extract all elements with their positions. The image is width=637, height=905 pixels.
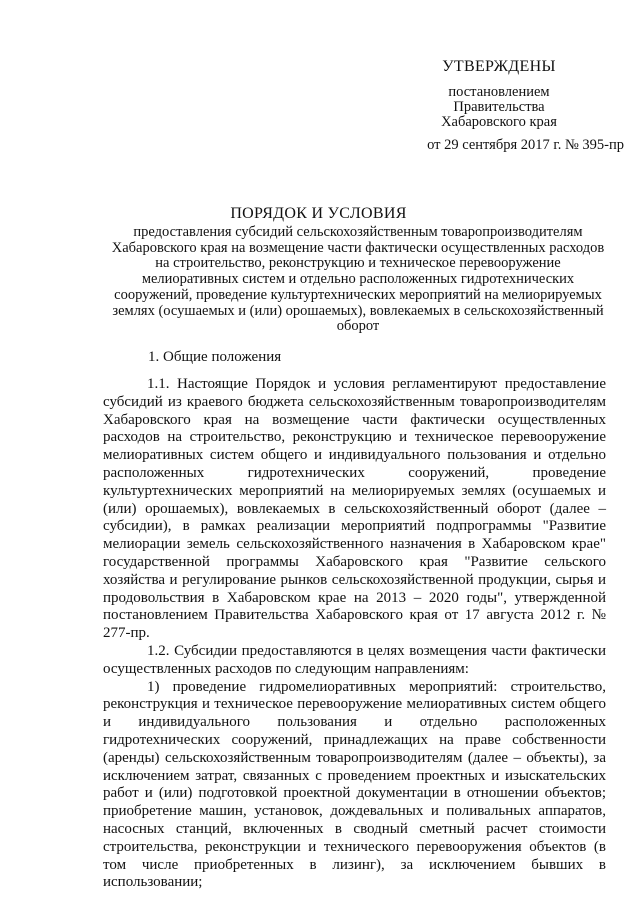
approval-line-2: Правительства (453, 99, 545, 115)
paragraph-1-1: 1.1. Настоящие Порядок и условия регламентируют предоставление субсидий из краевого бюджета сельскохозяйственным товаропроизводителям Хабаровского края на возмещение части фактически осуществленных расходов на строительство, реконструкцию и техническое перевооружение мелиоративных систем общего и индивидуального пользования и отдельно расположенных гидротехнических сооружений, проведение культуртехнических мероприятий на мелиорируемых землях (осушаемых и (или) орошаемых), вовлекаемых в сельскохозяйственный оборот (далее – субсидии), в рамках реализации мероприятий подпрограммы "Развитие мелиорации земель сельскохозяйственного назначения в Хабаровском крае" государственной программы Хабаровского края "Развитие сельского хозяйства и регулирование рынков сельскохозяйственной продукции, сырья и продовольствия в Хабаровском крае на 2013 – 2020 годы", утвержденной постановлением Правительства Хабаровского края от 17 августа 2012 г. № 277-пр. (103, 376, 606, 642)
approval-stamp (384, 58, 624, 153)
section-heading: 1. Общие положения (148, 349, 282, 365)
approval-line-3: Хабаровского края (441, 114, 557, 130)
document-subtitle: предоставления субсидий сельскохозяйственным товаропроизводителям Хабаровского края на возмещение части фактически осуществленных расходов на строительство, реконструкцию и техническое перевооружение мелиоративных систем и отдельно расположенных гидротехнических сооружений, проведение культуртехнических мероприятий на мелиорируемых землях (осушаемых и (или) орошаемых), вовлекаемых в сельскохозяйственный оборот (111, 224, 605, 335)
paragraph-item-1: 1) проведение гидромелиоративных мероприятий: строительство, реконструкция и техническое перевооружение мелиоративных систем общего и индивидуального пользования и отдельно расположенных гидротехнических сооружений, принадлежащих на праве собственности (аренды) сельскохозяйственным товаропроизводителям (далее – объекты), за исключением затрат, связанных с проведением проектных и изыскательских работ и (или) подготовкой проектной документации в отношении объектов; приобретение машин, установок, дождевальных и поливальных аппаратов, насосных станций, включенных в сводный сметный расчет стоимости строительства, реконструкции и технического перевооружения объектов (в том числе приобретенных в лизинг), за исключением бывших в использовании; (103, 678, 606, 891)
approval-heading: УТВЕРЖДЕНЫ (442, 58, 556, 75)
approval-date: от 29 сентября 2017 г. № 395-пр (427, 137, 624, 153)
approval-line-1: постановлением (448, 84, 550, 100)
document-body (103, 376, 606, 892)
document-title: ПОРЯДОК И УСЛОВИЯ (230, 205, 407, 222)
paragraph-1-2: 1.2. Субсидии предоставляются в целях возмещения части фактически осуществленных расходов по следующим направлениям: (103, 642, 606, 677)
